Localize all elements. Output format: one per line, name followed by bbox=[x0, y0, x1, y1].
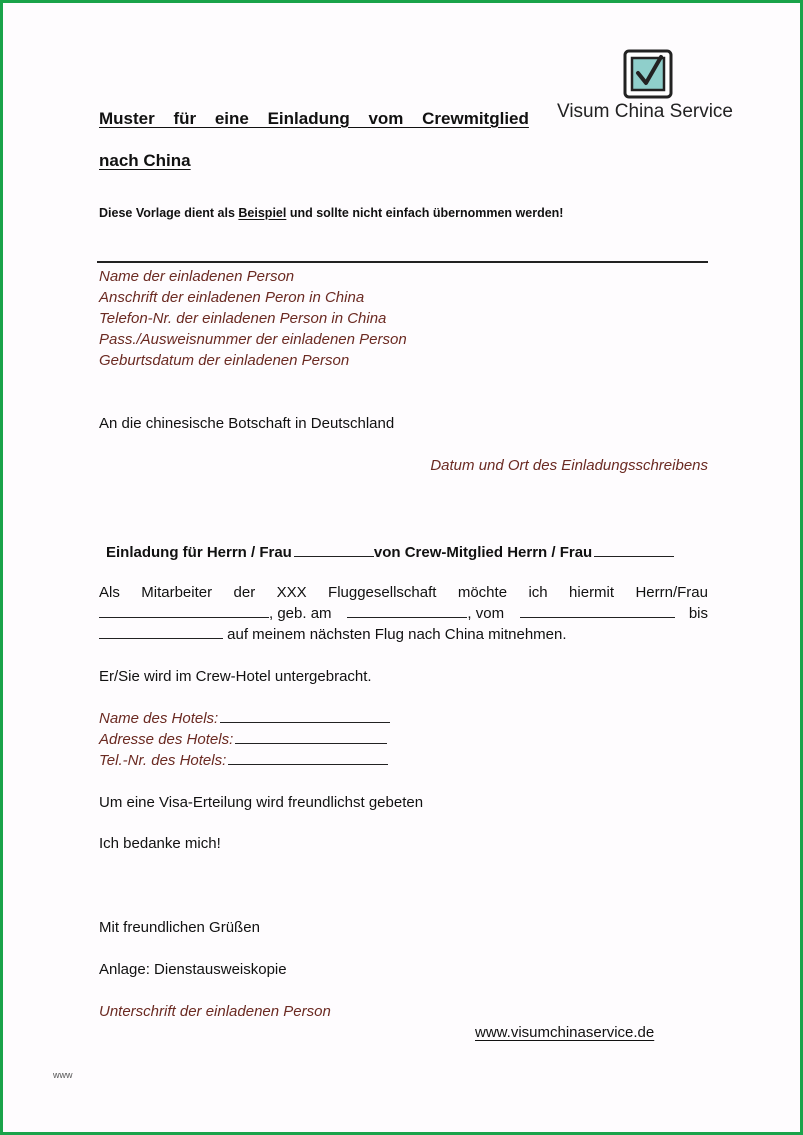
corner-mark: www bbox=[53, 1070, 73, 1080]
paragraph-word: Mitarbeiter bbox=[141, 584, 213, 601]
checkbox-logo-icon bbox=[621, 47, 675, 101]
paragraph-word: XXX bbox=[276, 584, 307, 601]
hotel-address-blank bbox=[235, 729, 387, 744]
until-blank bbox=[99, 624, 223, 639]
from-label: , vom bbox=[467, 605, 505, 622]
birthdate-label: , geb. am bbox=[269, 605, 332, 622]
subject-line bbox=[106, 542, 674, 561]
name-blank bbox=[99, 603, 269, 618]
hotel-phone-field bbox=[99, 750, 390, 771]
paragraph-word: Herrn/Frau bbox=[635, 584, 708, 601]
paragraph-line-2 bbox=[99, 603, 708, 624]
subject-blank-1 bbox=[294, 542, 374, 557]
until-label: bis bbox=[688, 605, 708, 622]
template-note bbox=[99, 206, 563, 220]
page-title-line2: nach China bbox=[99, 151, 191, 170]
website-link[interactable]: www.visumchinaservice.de bbox=[475, 1024, 655, 1041]
hotel-address-label: Adresse des Hotels: bbox=[99, 731, 234, 748]
from-blank bbox=[520, 603, 675, 618]
sender-field-list bbox=[99, 266, 407, 371]
recipient-line: An die chinesische Botschaft in Deutschland bbox=[99, 415, 395, 432]
paragraph-word: ich bbox=[528, 584, 548, 601]
paragraph-line-3-text: auf meinem nächsten Flug nach China mitnehmen. bbox=[223, 626, 567, 643]
note-text-before: Diese Vorlage dient als bbox=[99, 206, 239, 220]
paragraph-word: der bbox=[233, 584, 256, 601]
hotel-address-field bbox=[99, 729, 390, 750]
sender-field-passport: Pass./Ausweisnummer der einladenen Person bbox=[99, 331, 407, 348]
divider-line bbox=[97, 261, 708, 263]
note-highlight: Beispiel bbox=[238, 206, 287, 220]
attachment-line: Anlage: Dienstausweiskopie bbox=[99, 961, 287, 978]
paragraph-line-3 bbox=[99, 624, 708, 645]
sender-field-phone: Telefon-Nr. der einladenen Person in China bbox=[99, 310, 387, 327]
sender-field-birthdate: Geburtsdatum der einladenen Person bbox=[99, 352, 350, 369]
date-place-line: Datum und Ort des Einladungsschreibens bbox=[430, 457, 708, 474]
sender-field-address: Anschrift der einladenen Peron in China bbox=[99, 289, 365, 306]
hotel-name-label: Name des Hotels: bbox=[99, 710, 219, 727]
subject-blank-2 bbox=[594, 542, 674, 557]
paragraph-word: Als bbox=[99, 584, 120, 601]
birthdate-blank bbox=[347, 603, 467, 618]
paragraph-line-1 bbox=[99, 582, 708, 603]
note-text-after: und sollte nicht einfach übernommen werden! bbox=[286, 206, 564, 220]
hotel-name-blank bbox=[220, 708, 390, 723]
paragraph-word: möchte bbox=[457, 584, 508, 601]
hotel-phone-label: Tel.-Nr. des Hotels: bbox=[99, 752, 227, 769]
subject-part1: Einladung für Herrn / Frau bbox=[106, 544, 292, 561]
paragraph-word: Fluggesellschaft bbox=[328, 584, 437, 601]
page-title: Muster für eine Einladung vom Crewmitglied bbox=[99, 109, 529, 128]
invitation-paragraph bbox=[99, 582, 708, 645]
signature-line: Unterschrift der einladenen Person bbox=[99, 1003, 331, 1020]
hotel-name-field bbox=[99, 708, 390, 729]
visa-request-line: Um eine Visa-Erteilung wird freundlichst gebeten bbox=[99, 794, 424, 811]
hotel-phone-blank bbox=[228, 750, 388, 765]
logo-text: Visum China Service bbox=[557, 101, 734, 122]
paragraph-word: hiermit bbox=[569, 584, 615, 601]
thanks-line: Ich bedanke mich! bbox=[99, 835, 221, 852]
hotel-field-list bbox=[99, 708, 390, 771]
subject-part2: von Crew-Mitglied Herrn / Frau bbox=[373, 544, 593, 561]
sender-field-name: Name der einladenen Person bbox=[99, 268, 295, 285]
hotel-sentence: Er/Sie wird im Crew-Hotel untergebracht. bbox=[99, 668, 372, 685]
closing-line: Mit freundlichen Grüßen bbox=[99, 919, 260, 936]
